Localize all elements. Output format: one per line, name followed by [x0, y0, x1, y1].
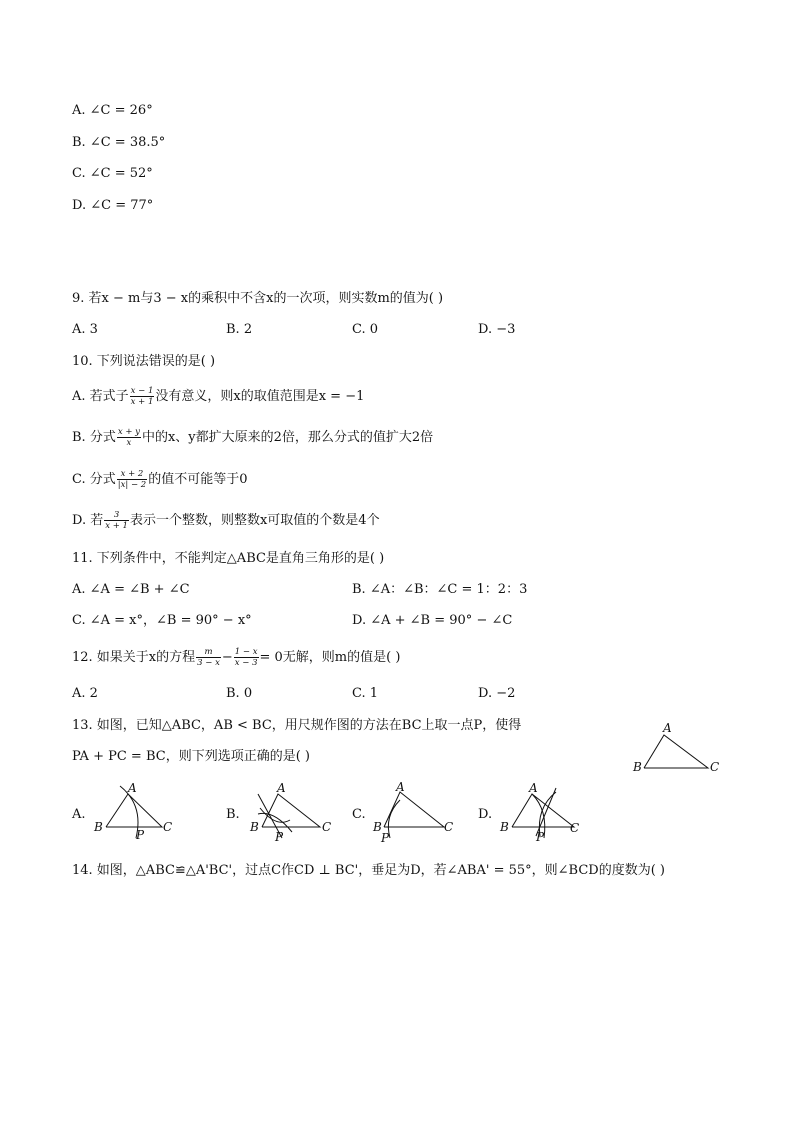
q12-fraction-2: [234, 647, 259, 668]
q10-d-suffix: 表示一个整数，则整数x可取值的个数是4个: [129, 513, 380, 528]
q9-option-c: C. 0: [352, 322, 379, 337]
q14-stem: 14. 如图，△ABC≌△A'BC'，过点C作CD ⊥ BC'，垂足为D，若∠ABA' = 55°，则∠BCD的度数为( ): [72, 863, 665, 878]
q13-line-1: 13. 如图，已知△ABC，AB < BC，用尺规作图的方法在BC上取一点P，使得: [72, 718, 522, 733]
q12-option-d: D. −2: [478, 686, 516, 701]
label-c: C: [570, 821, 580, 835]
label-c: C: [444, 820, 454, 834]
construction-arc-1: [260, 808, 290, 822]
label-a: A: [128, 781, 137, 795]
q12-stem: [72, 647, 400, 668]
label-b: B: [373, 820, 382, 834]
q13-option-c-label: C.: [352, 807, 366, 822]
triangle: [106, 794, 162, 827]
q13-option-d-label: D.: [478, 807, 493, 822]
q8-option-d: D. ∠C = 77°: [72, 198, 154, 213]
q12-option-c: C. 1: [352, 686, 379, 701]
q10-a-prefix: A. 若式子: [72, 389, 129, 404]
q10-c-prefix: C. 分式: [72, 472, 116, 487]
q12-option-a: A. 2: [72, 686, 98, 701]
label-a: A: [277, 781, 286, 795]
q9-option-d: D. −3: [478, 322, 516, 337]
q10-a-denominator: x + 1: [130, 397, 154, 407]
q12-option-b: B. 0: [226, 686, 253, 701]
q10-d-prefix: D. 若: [72, 513, 104, 528]
q13-option-a-label: A.: [72, 807, 86, 822]
q12-minus: −: [221, 650, 233, 665]
q12-f2-denominator: x − 3: [234, 658, 258, 668]
q10-option-a: [72, 386, 364, 407]
q10-d-fraction: [104, 510, 129, 531]
q12-f2-numerator: 1 − x: [234, 647, 258, 657]
q12-f1-denominator: 3 − x: [197, 658, 220, 668]
q10-d-numerator: 3: [104, 510, 129, 521]
q10-b-prefix: B. 分式: [72, 430, 116, 445]
q13-option-a-figure: [92, 780, 182, 845]
perpendicular-bisector: [536, 788, 556, 836]
q10-c-numerator: x + 2: [117, 469, 147, 480]
q10-a-numerator: x − 1: [130, 386, 154, 396]
q11-option-d: D. ∠A + ∠B = 90° − ∠C: [352, 613, 513, 628]
q10-b-suffix: 中的x、y都扩大原来的2倍，那么分式的值扩大2倍: [141, 430, 434, 445]
label-a: A: [529, 781, 538, 795]
q13-reference-figure: [628, 718, 728, 778]
label-p: P: [136, 828, 145, 842]
q10-a-fraction: [130, 386, 155, 407]
label-b: B: [94, 820, 103, 834]
q12-fraction-1: [196, 647, 221, 668]
q10-c-fraction: [117, 469, 147, 490]
q13-option-c-figure: [370, 780, 465, 845]
q12-prefix: 12. 如果关于x的方程: [72, 650, 196, 665]
q9-stem: 9. 若x − m与3 − x的乘积中不含x的一次项，则实数m的值为( ): [72, 291, 444, 306]
q8-option-b: B. ∠C = 38.5°: [72, 135, 166, 150]
q8-option-c: C. ∠C = 52°: [72, 166, 153, 181]
q11-option-a: A. ∠A = ∠B + ∠C: [72, 582, 190, 597]
label-a: A: [396, 780, 405, 794]
triangle: [512, 794, 574, 827]
q10-stem: 10. 下列说法错误的是( ): [72, 354, 216, 369]
triangle: [262, 794, 320, 827]
label-p: P: [275, 830, 284, 844]
label-b: B: [250, 820, 259, 834]
q10-b-fraction: [117, 427, 141, 448]
label-b: B: [633, 760, 642, 774]
q10-option-c: [72, 469, 248, 490]
q10-d-denominator: x + 1: [105, 521, 128, 531]
q12-f1-numerator: m: [196, 647, 221, 658]
q13-line-2: PA + PC = BC，则下列选项正确的是( ): [72, 749, 310, 764]
q11-stem: 11. 下列条件中，不能判定△ABC是直角三角形的是( ): [72, 551, 385, 566]
q9-option-b: B. 2: [226, 322, 253, 337]
q13-option-d-figure: [496, 780, 591, 845]
label-c: C: [163, 820, 173, 834]
q11-option-b: B. ∠A：∠B：∠C = 1：2：3: [352, 582, 528, 597]
q10-option-b: [72, 427, 433, 448]
q9-option-a: A. 3: [72, 322, 98, 337]
q10-c-denominator: |x| − 2: [117, 480, 147, 490]
label-p: P: [536, 830, 545, 844]
q10-c-suffix: 的值不可能等于0: [148, 472, 248, 487]
q8-option-a: A. ∠C = 26°: [72, 103, 153, 118]
label-c: C: [710, 760, 720, 774]
q10-a-suffix: 没有意义，则x的取值范围是x = −1: [155, 389, 365, 404]
q11-option-c: C. ∠A = x°，∠B = 90° − x°: [72, 613, 252, 628]
label-a: A: [663, 721, 672, 735]
q13-option-b-figure: [246, 780, 341, 845]
label-c: C: [322, 820, 332, 834]
q10-b-denominator: x: [126, 438, 132, 448]
q10-option-d: [72, 510, 380, 531]
q13-option-b-label: B.: [226, 807, 240, 822]
triangle-abc: [644, 735, 708, 768]
label-p: P: [381, 831, 390, 845]
q12-suffix: = 0无解，则m的值是( ): [259, 650, 401, 665]
label-b: B: [500, 820, 509, 834]
q10-b-numerator: x + y: [117, 427, 140, 437]
